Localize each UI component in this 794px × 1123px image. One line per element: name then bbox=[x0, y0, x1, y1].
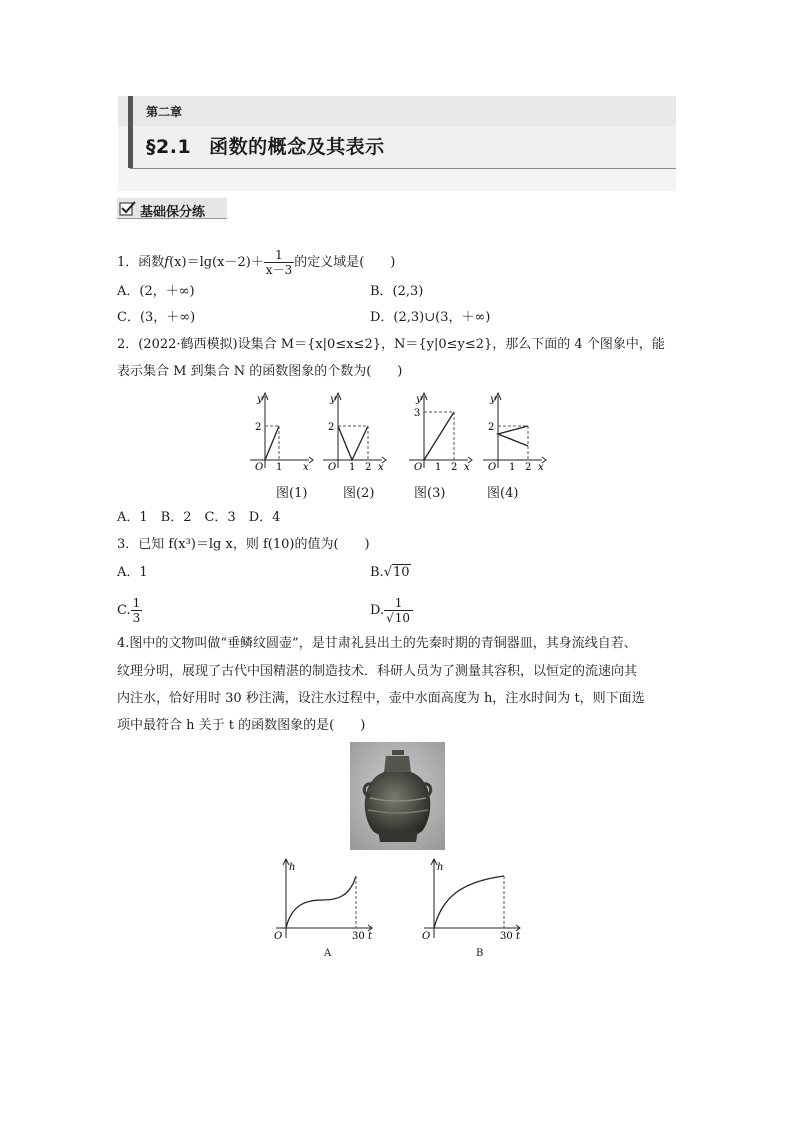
gb-h: h bbox=[437, 862, 444, 873]
q3-c-num: 1 bbox=[132, 596, 141, 610]
g2-x: x bbox=[378, 462, 384, 472]
g2-o: O bbox=[328, 462, 337, 472]
g3-one: 1 bbox=[435, 462, 442, 472]
g3-o: O bbox=[414, 462, 423, 472]
q3-c-den: 3 bbox=[132, 611, 141, 625]
q3-d-frac bbox=[384, 596, 413, 625]
q3-option-d bbox=[370, 596, 413, 625]
ga-t: t bbox=[368, 931, 373, 942]
q2-graph-1 bbox=[245, 390, 315, 472]
g4-y: y bbox=[490, 394, 496, 405]
q2-stem-line1: 2．(2022·鹤西模拟)设集合 M＝{x|0≤x≤2}，N＝{y|0≤y≤2}，那么下面的 4 个图象中，能 bbox=[117, 337, 665, 352]
sqrt-icon: √ bbox=[383, 565, 392, 580]
g2-two-x: 2 bbox=[365, 462, 372, 472]
gb-t: t bbox=[516, 931, 521, 942]
practice-label: 基础保分练 bbox=[140, 205, 206, 220]
q1-f: f bbox=[164, 255, 170, 270]
g4-x: x bbox=[538, 462, 544, 472]
g1-one: 1 bbox=[276, 462, 283, 472]
q4-line4: 项中最符合 h 关于 t 的函数图象的是( ) bbox=[117, 718, 366, 733]
q3-c-frac bbox=[131, 596, 143, 625]
q3-option-b bbox=[370, 563, 411, 583]
g3-three: 3 bbox=[414, 408, 421, 419]
q3-d-pre: D. bbox=[370, 603, 385, 618]
gb-thirty: 30 bbox=[500, 931, 513, 942]
header-accent bbox=[128, 96, 133, 168]
chapter-label: 第二章 bbox=[146, 105, 183, 119]
g2-two: 2 bbox=[328, 422, 335, 433]
q2-graph-2 bbox=[318, 390, 388, 472]
q3-stem: 3．已知 f(x³)＝lg x，则 f(10)的值为( ) bbox=[117, 537, 370, 552]
g3-y: y bbox=[416, 394, 422, 405]
chapter-bar bbox=[118, 96, 676, 126]
q3-c-pre: C. bbox=[117, 603, 131, 618]
q2-graph-4 bbox=[478, 390, 548, 472]
ga-thirty: 30 bbox=[352, 931, 365, 942]
section-title: 函数的概念及其表示 bbox=[209, 136, 385, 158]
q1-pre: 1．函数 bbox=[117, 255, 165, 270]
g4-one: 1 bbox=[509, 462, 516, 472]
q1-option-a: A．(2，＋∞) bbox=[117, 284, 195, 299]
q4-graph-a-label: A bbox=[324, 948, 332, 959]
q3-option-c bbox=[117, 596, 142, 625]
g4-two: 2 bbox=[488, 422, 495, 433]
g1-y: y bbox=[257, 394, 263, 405]
q1-post: 的定义域是( ) bbox=[294, 255, 396, 270]
caption-4: 图(4) bbox=[487, 486, 519, 501]
q3-option-a: A．1 bbox=[117, 565, 148, 580]
g1-x: x bbox=[303, 462, 309, 472]
g4-o: O bbox=[488, 462, 497, 472]
q1-fraction bbox=[264, 248, 294, 277]
g1-o: O bbox=[255, 462, 264, 472]
q3-d-num: 1 bbox=[384, 596, 413, 611]
checkbox-check-icon bbox=[119, 200, 137, 216]
q1-option-d: D．(2,3)∪(3，＋∞) bbox=[370, 310, 491, 325]
q1-mid: (x)＝lg(x－2)＋ bbox=[169, 255, 264, 270]
q3-d-den: 10 bbox=[394, 611, 411, 625]
q3-d-den-wrap bbox=[384, 611, 413, 625]
ga-o: O bbox=[274, 931, 283, 942]
q4-line2: 纹理分明，展现了古代中国精湛的制造技术．科研人员为了测量其容积，以恒定的流速向其 bbox=[117, 664, 638, 679]
q2-graph-3 bbox=[404, 390, 474, 472]
q4-line1: 4.图中的文物叫做“垂鳞纹圆壶”，是甘肃礼县出土的先秦时期的青铜器皿，其身流线自若、 bbox=[117, 636, 637, 651]
section-number: §2.1 bbox=[146, 136, 192, 158]
q3-b-pre: B. bbox=[370, 565, 384, 580]
g2-y: y bbox=[330, 394, 336, 405]
q1-option-c: C．(3，＋∞) bbox=[117, 310, 196, 325]
g3-two-x: 2 bbox=[451, 462, 458, 472]
q2-stem-line2: 表示集合 M 到集合 N 的函数图象的个数为( ) bbox=[117, 364, 403, 379]
q3-b-sqrt: 10 bbox=[392, 565, 410, 580]
caption-1: 图(1) bbox=[276, 486, 308, 501]
g2-one: 1 bbox=[349, 462, 356, 472]
caption-2: 图(2) bbox=[343, 486, 375, 501]
g3-x: x bbox=[464, 462, 470, 472]
q4-graph-a bbox=[268, 858, 380, 943]
caption-3: 图(3) bbox=[414, 486, 446, 501]
q4-line3: 内注水，恰好用时 30 秒注满，设注水过程中，壶中水面高度为 h，注水时间为 t，则下面选 bbox=[117, 691, 645, 706]
bronze-vessel-photo bbox=[350, 742, 445, 850]
g1-two: 2 bbox=[255, 422, 262, 433]
q2-options: A．1 B．2 C．3 D．4 bbox=[117, 510, 281, 525]
q4-graph-b-label: B bbox=[476, 948, 484, 959]
q1-stem bbox=[117, 248, 395, 277]
sqrt-icon: √ bbox=[386, 611, 394, 625]
page-title bbox=[146, 132, 385, 159]
q4-graph-b bbox=[416, 858, 528, 943]
q1-frac-num: 1 bbox=[264, 248, 294, 263]
g4-two-x: 2 bbox=[525, 462, 532, 472]
ga-h: h bbox=[289, 862, 296, 873]
gb-o: O bbox=[422, 931, 431, 942]
q1-option-b: B．(2,3) bbox=[370, 284, 424, 299]
q1-frac-den: x－3 bbox=[265, 263, 293, 277]
